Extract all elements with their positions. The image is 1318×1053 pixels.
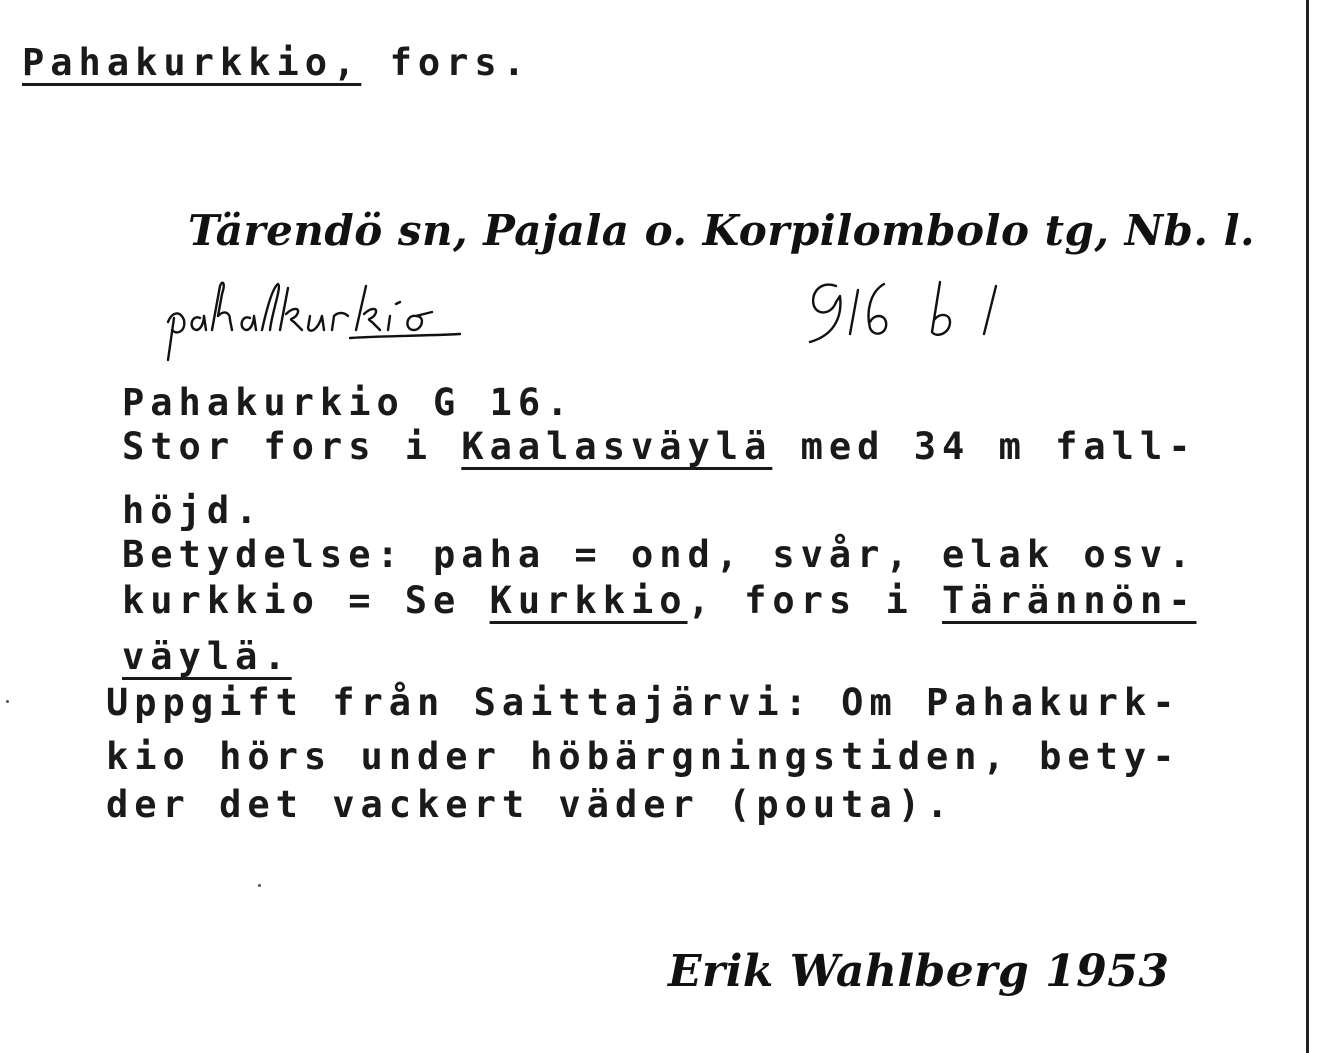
signature-stamp: Erik Wahlberg 1953 bbox=[668, 946, 1170, 997]
card-heading bbox=[22, 41, 531, 84]
location-stamp: Tärendö sn, Pajala o. Korpilombolo tg, Nb. l. bbox=[188, 206, 1256, 255]
body-line-5: kurkkio = Se Kurkkio, fors i Tärännön- bbox=[122, 579, 1197, 622]
handwritten-name bbox=[160, 272, 600, 362]
body-line-6: väylä. bbox=[122, 635, 292, 678]
heading-type: fors. bbox=[389, 41, 531, 84]
handwritten-reference bbox=[800, 272, 1040, 352]
heading-name: Pahakurkkio, bbox=[22, 41, 362, 84]
body-line-2: Stor fors i Kaalasväylä med 34 m fall- bbox=[122, 425, 1197, 468]
body-line-1: Pahakurkio G 16. bbox=[122, 381, 575, 424]
body-line-4: Betydelse: paha = ond, svår, elak osv. bbox=[122, 533, 1197, 576]
card-edge bbox=[1306, 0, 1309, 1053]
link-kurkkio: Kurkkio bbox=[489, 579, 688, 622]
scan-speck bbox=[6, 700, 9, 703]
body-line-9: der det vackert väder (pouta). bbox=[106, 783, 955, 826]
body-line-3: höjd. bbox=[122, 489, 264, 532]
body-line-8: kio hörs under höbärgningstiden, bety- bbox=[106, 735, 1181, 778]
link-kaalasvayla: Kaalasväylä bbox=[461, 425, 773, 468]
scan-speck bbox=[258, 884, 261, 887]
body-line-7: Uppgift från Saittajärvi: Om Pahakurk- bbox=[106, 681, 1181, 724]
link-tarannonvayla: Tärännön- bbox=[942, 579, 1197, 622]
